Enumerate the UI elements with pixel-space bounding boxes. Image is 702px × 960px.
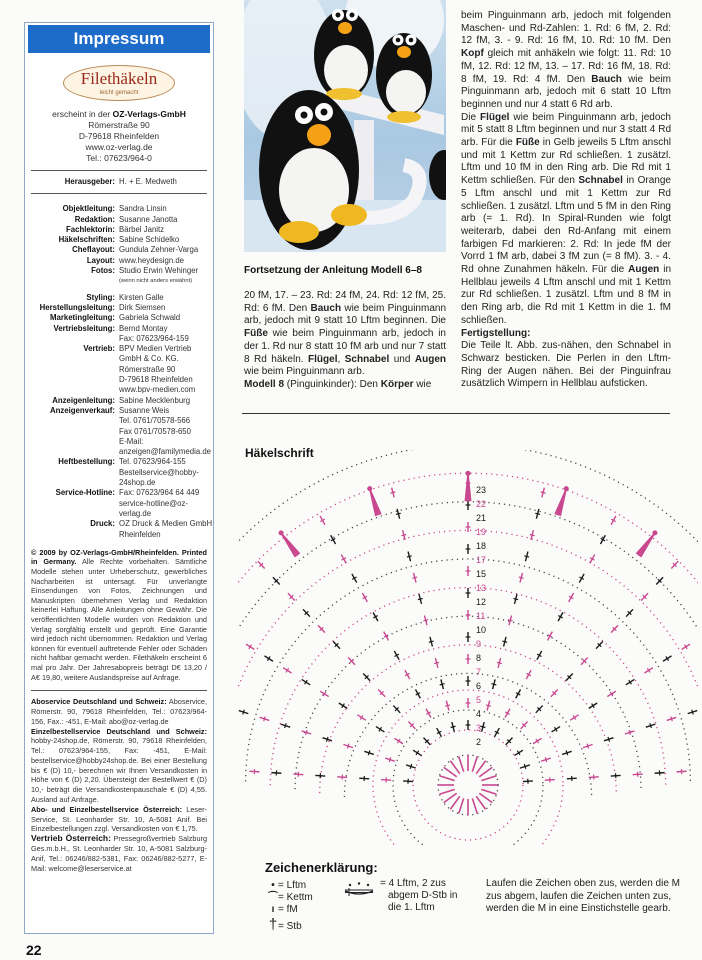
bold-term: Augen <box>628 264 660 276</box>
stitch-mark <box>401 534 406 535</box>
credit-value <box>119 313 213 323</box>
page-number: 22 <box>26 942 42 958</box>
paragraph <box>461 340 671 391</box>
round-label: 13 <box>476 583 487 593</box>
credit-label: Fachlektorin: <box>66 224 115 234</box>
services-block <box>31 697 207 873</box>
stitch-mark <box>479 767 492 776</box>
stitch-mark <box>347 744 349 749</box>
credit-value-line: Fax: 07623/964-159 <box>119 333 189 343</box>
round-label: 19 <box>476 527 487 537</box>
chain-round <box>413 730 523 840</box>
legend-cluster-line: die 1. Lftm <box>388 902 435 913</box>
legend-item-fm <box>268 904 298 916</box>
publisher-block <box>25 109 213 164</box>
credit-value-line[interactable]: E-Mail: anzeigen@familymedia.de <box>119 436 211 457</box>
credit-label: Marketingleitung: <box>50 313 115 323</box>
shell-point <box>564 486 569 491</box>
stitch-mark <box>472 756 477 771</box>
dot-icon: • <box>271 880 275 891</box>
credit-value <box>119 215 213 225</box>
stitch-mark <box>407 556 412 557</box>
credit-value <box>119 225 213 235</box>
service-entry <box>31 834 207 873</box>
cluster-symbol-icon <box>342 882 376 900</box>
publisher-name: OZ-Verlags-GmbH <box>112 109 186 119</box>
text-run: und <box>389 353 415 365</box>
cross-icon: † <box>268 916 278 933</box>
stitch-mark <box>444 793 457 802</box>
round-label: 10 <box>476 625 487 635</box>
credit-value-line: D-79618 Rheinfelden <box>119 375 193 385</box>
bold-term: Bauch <box>310 302 342 314</box>
penguin-partial <box>429 150 446 200</box>
round-label: 23 <box>476 485 487 495</box>
credit-row <box>25 457 213 488</box>
stitch-mark <box>541 492 546 493</box>
credit-value-line[interactable]: www.bpv-medien.com <box>119 385 196 395</box>
stitch-mark <box>450 761 459 774</box>
round-label: 18 <box>476 541 487 551</box>
chain-round <box>393 710 543 845</box>
filethaekeln-logo <box>63 65 175 101</box>
credit-value-line: Fax: 07623/964 64 449 <box>119 488 200 498</box>
credit-value <box>119 293 213 303</box>
text-run: wie beim Pinguinmann arb, jedoch mit 5 statt 8 Lftm beginnen und nur 3 statt 4 Rd arb. Für die <box>461 111 671 149</box>
credit-row <box>25 313 213 323</box>
credit-row <box>25 293 213 303</box>
bold-term: Körper <box>380 378 414 390</box>
round-label: 21 <box>476 513 487 523</box>
round-label: 6 <box>476 681 482 691</box>
credit-row <box>25 204 213 214</box>
bold-term: Flügel <box>479 111 510 123</box>
bold-term: Bauch <box>591 73 622 85</box>
credit-note: (wenn nicht anders erwähnt) <box>119 278 193 285</box>
shell-stitch <box>636 533 655 554</box>
stitch-mark <box>326 737 328 742</box>
stitch-mark <box>434 662 439 663</box>
stitch-mark <box>486 705 491 706</box>
credit-value-line[interactable]: service-hotline@oz-verlag.de <box>119 498 189 518</box>
stitch-mark <box>445 705 450 706</box>
bold-term: Füße <box>515 137 540 149</box>
credit-value-line: BPV Medien Vertrieb <box>119 344 192 354</box>
round-label: 2 <box>476 737 482 747</box>
credit-label: Layout: <box>86 255 115 265</box>
credit-value: H. + E. Medweth <box>119 177 177 186</box>
credit-value-line[interactable]: www.heydesign.de <box>119 255 185 265</box>
credit-value-line: Fax 0761/70578-650 <box>119 426 191 436</box>
stitch-mark <box>519 577 524 578</box>
stitch-mark <box>243 710 245 715</box>
stitch-mark <box>451 726 456 727</box>
stitch-mark <box>410 764 412 769</box>
article-caption: Fortsetzung der Anleitung Modell 6–8 <box>244 265 422 276</box>
credit-row <box>25 488 213 519</box>
stitch-mark <box>524 556 529 557</box>
credit-label: Vertrieb: <box>83 344 115 354</box>
text-run: Die <box>461 111 480 123</box>
text-run: in Gelb jeweils 5 Lftm anschl und mit 1 Kettm zur Rd schließen. 1 zusätzl. Lftm und 10 fM in den Ring arb. Die Rd mit 1 Kettm schließen. Für den <box>461 137 671 187</box>
credit-label: Druck: <box>90 519 115 529</box>
stitch-mark <box>390 492 395 493</box>
credit-value <box>119 303 213 313</box>
credit-value-line: Studio Erwin Wehinger <box>119 266 199 276</box>
credit-value-line: Tel. 07623/964-155 <box>119 457 186 467</box>
credit-value-line: Bernd Montay <box>119 323 168 333</box>
credit-row <box>25 235 213 245</box>
article-text-left <box>244 290 446 392</box>
credit-label: Vertriebsleitung: <box>53 323 115 333</box>
credit-label: Service-Hotline: <box>55 488 115 498</box>
credit-value <box>119 324 213 345</box>
credit-value <box>119 519 213 540</box>
logo-tagline: leicht gemacht <box>99 90 139 96</box>
credit-value <box>119 256 213 266</box>
paragraph <box>461 112 671 328</box>
stitch-mark <box>535 513 540 514</box>
credit-row <box>25 406 213 457</box>
text-run: wie beim Pinguinmann arb, jedoch in der 1. Rd nur 8 statt 10 fM arb und nur 7 statt 8 Rd häkeln. <box>244 328 446 365</box>
credit-value <box>119 406 213 457</box>
credit-label: Häkelschriften: <box>58 235 115 245</box>
bold-term: Fertigstellung: <box>461 327 531 339</box>
stitch-mark <box>692 710 694 715</box>
stitch-mark <box>545 757 547 762</box>
stitch-mark <box>629 730 631 735</box>
service-label: Aboservice Deutschland und Schweiz: <box>31 697 167 707</box>
credit-value-line: OZ Druck & Medien GmbH <box>119 519 213 529</box>
text-run: beim Pinguinmann arb, jedoch mit folgenden Maschen- und Rd-Zahlen: 1. Rd: 6 fM, 2. Rd: 12 fM, 3. - 9. Rd: 16 fM, 10. Rd: 10 fM. Den <box>461 10 671 47</box>
credit-value-line: Sabine Schidelko <box>119 235 180 245</box>
paragraph <box>461 10 671 112</box>
stitch-mark <box>264 716 266 721</box>
stitch-mark <box>650 723 652 728</box>
stitch-mark <box>491 684 496 685</box>
credit-value <box>119 266 213 287</box>
stitch-mark <box>587 744 589 749</box>
legend-text: = Stb <box>278 921 302 932</box>
stitch-mark <box>418 598 423 599</box>
bold-term: Flügel <box>308 353 338 365</box>
text-run: in Hellblau jeweils 4 Lftm anschl und mit 1 Kettm zur Rd schließen. 1 zusätzl. Lftm und 8 fM in den Ring arb, die Rd mit 1 Kettm in die 1. fM schließen. <box>461 264 672 326</box>
stitch-mark <box>306 730 308 735</box>
website-link[interactable]: www.oz-verlag.de <box>85 142 153 152</box>
legend-cluster-line: = 4 Lftm, 2 zus <box>380 878 446 889</box>
credits-list <box>25 204 213 540</box>
credit-value-line: Bärbel Janitz <box>119 224 165 234</box>
service-text: hobby-24shop.de, Römerstr. 90, 79618 Rheinfelden, Tel.: 07623/964-155, Fax: -451, E-Mail: bestellservice@hobby24shop.de. Bei einer Bestellung bis € (D) 10,- berechnen wir Ihnen Versandkosten in Höhe von € (D) 2,20. Übersteigt der Bestellwert € (D) 10,- beträgt die Versandkostenpauschale € (D) 4,55. Ausland auf Anfrage. <box>31 736 207 805</box>
credit-row <box>25 324 213 345</box>
credit-row <box>25 303 213 313</box>
bold-term: Schnabel <box>344 353 390 365</box>
service-entry <box>31 727 207 805</box>
shell-point <box>367 486 372 491</box>
bar-icon: ı <box>271 904 275 915</box>
chart-title: Häkelschrift <box>245 446 314 460</box>
text-run: wie <box>413 378 432 390</box>
divider <box>31 690 207 691</box>
stitch-mark <box>497 662 502 663</box>
stitch-mark <box>444 767 457 776</box>
stitch-mark <box>429 641 434 642</box>
credit-value-line: Gabriela Schwald <box>119 313 181 323</box>
divider <box>31 170 207 171</box>
impressum-title: Impressum <box>28 25 210 53</box>
credit-row <box>25 396 213 406</box>
stitch-mark <box>472 798 477 813</box>
credit-value-line[interactable]: Bestellservice@hobby- <box>119 467 199 477</box>
copyright-heading: © 2009 by OZ-Verlags-GmbH/Rheinfelden. Printed in Germany. <box>31 547 207 567</box>
text-run: wie beim Pinguinmann arb, jedoch mit 6 statt 10 Lftm beginnen und nur 4 statt 6 Rd arb. <box>461 73 671 110</box>
round-label: 11 <box>476 611 486 621</box>
bold-term: Augen <box>414 353 446 365</box>
credit-value <box>119 245 213 255</box>
service-label: Einzelbestellservice Deutschland und Schweiz: <box>31 726 207 736</box>
round-label: 22 <box>476 499 487 509</box>
stitch-mark <box>439 776 454 781</box>
credit-label: Fotos: <box>91 266 115 276</box>
stitch-mark <box>513 598 518 599</box>
service-entry <box>31 805 207 834</box>
credit-value-line: Susanne Janotta <box>119 214 178 224</box>
legend-note: Laufen die Zeichen oben zus, werden die M zus abgem, laufen die Zeichen unten zus, werden die M in eine Einstichstelle gearb. <box>486 878 681 914</box>
service-label: Vertrieb Österreich: <box>31 833 111 844</box>
round-label: 3 <box>476 723 482 733</box>
credit-value <box>119 396 213 406</box>
round-label: 17 <box>476 555 487 565</box>
credit-value-line: Sandra Linsin <box>119 204 167 214</box>
credit-value <box>119 344 213 395</box>
stitch-mark <box>459 756 464 771</box>
round-label: 8 <box>476 653 482 663</box>
stitch-mark <box>608 737 610 742</box>
credit-label: Objektleitung: <box>62 204 115 214</box>
address-line: Römerstraße 90 <box>88 120 150 130</box>
text-run: 20 fM, 17. – 23. Rd: 24 fM, 24. Rd: 12 fM, 25. Rd: 6 fM. Den <box>244 290 446 314</box>
credit-value-line: Tel. 0761/70578-566 <box>119 416 191 426</box>
stitch-mark <box>480 726 485 727</box>
stitch-mark <box>396 513 401 514</box>
stitch-mark <box>502 641 507 642</box>
bold-term: Modell 8 <box>244 378 285 390</box>
credit-value <box>119 204 213 214</box>
legend-text: = Lftm <box>278 880 307 891</box>
credit-value-line: GmbH & Co. KG. <box>119 354 179 364</box>
stitch-mark <box>476 796 485 809</box>
credit-value-line: Dirk Siemsen <box>119 302 166 312</box>
text-run: wie beim Pinguinmann arb. <box>244 366 365 378</box>
legend-title: Zeichenerklärung: <box>265 860 378 875</box>
stitch-mark <box>459 798 464 813</box>
stitch-mark <box>440 684 445 685</box>
credit-label: Heftbestellung: <box>58 457 115 467</box>
copyright-text: Alle Rechte vorbehalten. Sämtliche Modelle stehen unter Urheberschutz, gewerbliches Nacharbeiten ist untersagt. Für unverlangte Einsendungen von Fotos, Zeichnungen und Manuskripten übernehmen Verlag und Redaktion keinerlei Haftung. Alle Anleitungen ohne Gewähr. Die veröffentlichten Modelle wurden von Redaktion und Verlag sorgfältig erstellt und geprüft. Eine Garantie wird jedoch nicht übernommen. Redaktion und Verlag können für eventuell auftretende Fehler oder Schäden nicht haftbar gemacht werden. Filethäkeln erscheint 6 mal pro Jahr. Der Jahresabopreis beträgt D€ 13,20 / A€ 19,80, weitere Auslandspreise auf Anfrage. <box>31 557 207 682</box>
article-text-right <box>461 10 671 391</box>
credit-label: Herausgeber: <box>64 177 115 186</box>
round-label: 4 <box>476 709 482 719</box>
stitch-mark <box>439 789 454 794</box>
text-run: (Pinguinkinder): Den <box>284 378 381 390</box>
credit-row <box>25 266 213 287</box>
credit-label: Cheflayout: <box>72 245 115 255</box>
credit-value <box>119 488 213 519</box>
shell-point <box>279 530 284 535</box>
arc-icon: ⌒ <box>268 892 278 903</box>
stitch-mark <box>481 789 496 794</box>
stitch-mark <box>368 750 370 755</box>
service-text: Leser-Service, St. Leonharder Str. 10, A-5081 Anif. Bei Einzelbestellungen zzgl. Versandkosten von € 1,75. <box>31 804 207 834</box>
stitch-mark <box>412 577 417 578</box>
stitch-mark <box>530 534 535 535</box>
credit-value <box>119 235 213 245</box>
legend-item-lftm <box>268 880 306 892</box>
credit-row <box>25 245 213 255</box>
credit-label: Anzeigenleitung: <box>52 395 115 405</box>
credit-value-line: Sabine Mecklenburg <box>119 395 191 405</box>
divider <box>31 193 207 194</box>
stitch-mark <box>566 750 568 755</box>
legend-cluster-line: abgem D-Stb in <box>388 890 458 901</box>
stitch-mark <box>671 716 673 721</box>
paragraph <box>461 328 671 341</box>
legend-item-stb <box>268 916 302 933</box>
credit-value-line: 24shop.de <box>119 478 156 488</box>
round-label: 12 <box>476 597 487 607</box>
legend-item-kettm <box>268 892 313 904</box>
stitch-mark <box>476 761 485 774</box>
stitch-mark <box>481 776 496 781</box>
bold-term: Füße <box>244 328 268 340</box>
service-text: Aboservice, Römerstr. 90, 79618 Rheinfelden, Tel.: 07623/964-156, Fax.: -451, E-Mail: abo@oz-verlag.de <box>31 697 207 726</box>
service-label: Abo- und Einzelbestellservice Österreich: <box>31 804 183 814</box>
credit-value-line: Susanne Weis <box>119 405 170 415</box>
phone-line: Tel.: 07623/964-0 <box>86 153 152 163</box>
service-entry <box>31 697 207 726</box>
penguin-illustration <box>244 0 446 252</box>
stitch-mark <box>285 723 287 728</box>
text-run: in Orange 5 Lftm anschl und mit 1 Kettm zur Rd schließen. 1 zusätzl. Lftm und 5 fM in den Ring arb (= 1. Rd). In Spiral-Runden wie folgt weiterarb, dabei den Rd-Anfang mit einem farbigen Fd markieren: 2. Rd: In jede fM der Vorrd 1 fM arb, dabei 3 fM zun (= 8 fM). 3. - 4. Rd ohne Zunahmen häkeln. Für die <box>461 175 671 276</box>
stitch-mark <box>524 764 526 769</box>
text-run: gleich mit anhäkeln wie folgt: 11. Rd: 10 fM, 12. Rd: 12 fM, 13. – 17. Rd: 16 fM, 18. Rd: 8 fM, 19. Rd: 4 fM. Den <box>461 48 671 85</box>
credit-row <box>25 256 213 266</box>
text-run: Die Teile lt. Abb. zus-nähen, den Schnabel in Schwarz besticken. Die Perlen in den Lftm-Ring der Augen nähen. Bei der Pinguinfrau zusätzlich Wimpern in Hellblau aufsticken. <box>461 340 671 390</box>
credit-label: Herstellungsleitung: <box>39 302 115 312</box>
credit-value-line: Gundula Zehner-Varga <box>119 245 199 255</box>
stitch-mark <box>450 796 459 809</box>
credit-row-herausgeber <box>25 177 213 187</box>
credit-value-line: Römerstraße 90 <box>119 364 176 374</box>
stitch-mark <box>389 757 391 762</box>
shell-stitch <box>281 533 295 557</box>
credit-value <box>119 457 213 488</box>
impressum-box <box>24 22 214 934</box>
stitch-mark <box>423 620 428 621</box>
bold-term: Schnabel <box>578 175 623 187</box>
credit-label: Anzeigenverkauf: <box>50 405 115 415</box>
text-run: wie beim Pinguinmann arb, jedoch mit 9 statt 10 Lftm beginnen. Die <box>244 302 447 327</box>
credit-row <box>25 344 213 395</box>
shell-point <box>652 530 657 535</box>
legend-text: = fM <box>278 904 298 915</box>
round-label: 9 <box>476 639 482 649</box>
stitch-mark <box>479 793 492 802</box>
legend-cluster-text <box>380 878 457 914</box>
credit-row <box>25 215 213 225</box>
credit-value-line: Kirsten Galle <box>119 292 164 302</box>
credit-row <box>25 225 213 235</box>
round-label: 15 <box>476 569 487 579</box>
round-label: 7 <box>476 667 482 677</box>
legend-text: = Kettm <box>278 892 313 903</box>
publisher-intro: erscheint in der <box>52 109 111 119</box>
credit-label: Redaktion: <box>74 214 115 224</box>
text-run: , <box>337 353 345 365</box>
credit-label: Styling: <box>86 292 115 302</box>
address-line: D-79618 Rheinfelden <box>78 131 160 141</box>
service-text: Pressegroßvertrieb Salzburg Ges.m.b.H., St. Leonharder Str. 10, A-5081 Salzburg-Anif, Tel.: 06246/882-5381, Fax: 06246/882-5277, E-Mail: welcome@leserservice.at <box>31 834 207 873</box>
shell-point <box>466 471 471 476</box>
copyright-block <box>31 548 207 682</box>
round-label: 5 <box>476 695 482 705</box>
credit-row <box>25 519 213 540</box>
logo-name: Filethäkeln <box>80 69 158 88</box>
section-divider <box>242 413 670 414</box>
penguins-photo <box>244 0 446 252</box>
credit-value-line: Rheinfelden <box>119 529 161 539</box>
crochet-diagram <box>238 450 698 845</box>
bold-term: Kopf <box>461 48 484 60</box>
